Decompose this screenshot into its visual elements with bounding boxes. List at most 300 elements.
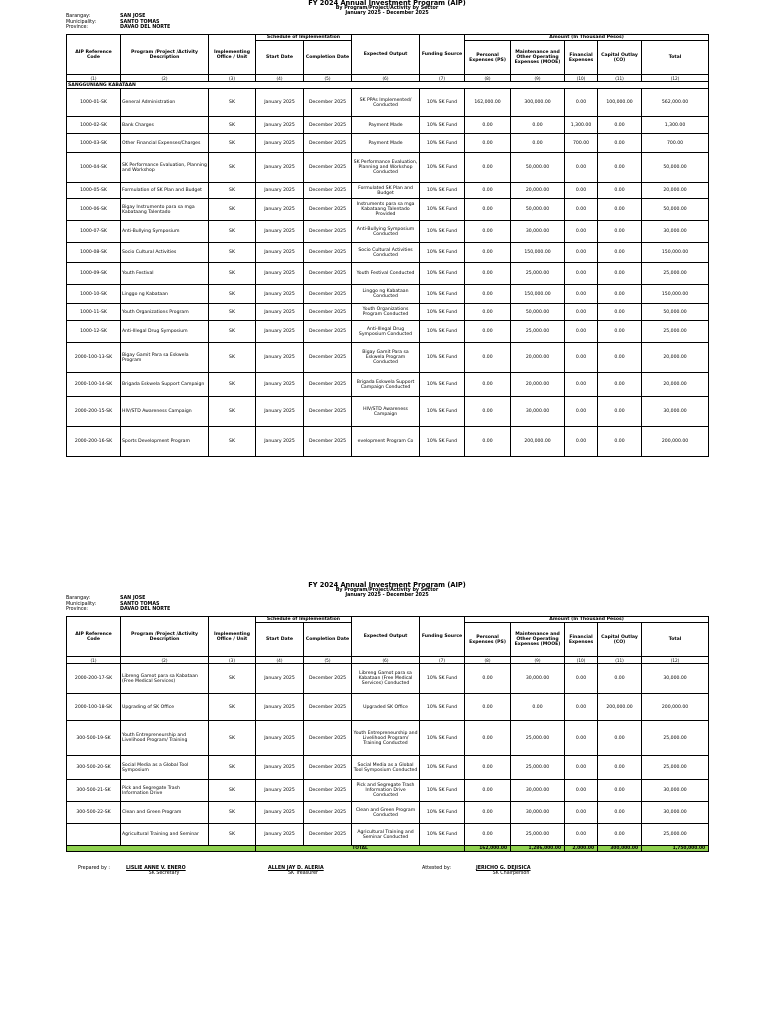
province-label: Province: (66, 25, 89, 31)
ref-code: 1000-12-SK (67, 321, 121, 343)
fe-amount: 700.00 (565, 134, 598, 153)
table-row (67, 397, 709, 427)
implementing-office: SK (209, 321, 256, 343)
ref-code: 2000-200-15-SK (67, 397, 121, 427)
secretary-role: SK Secretary (148, 871, 180, 876)
ref-code: 2000-200-16-SK (67, 427, 121, 457)
completion-date: December 2025 (304, 802, 352, 824)
document-subtitle: By Program/Project/Activity by Sector (335, 588, 439, 593)
ref-code: 1000-11-SK (67, 304, 121, 321)
completion-date: December 2025 (304, 285, 352, 304)
ref-code: 1000-10-SK (67, 285, 121, 304)
total-amount: 50,000.00 (642, 153, 709, 183)
column-number: (4) (256, 657, 304, 664)
co-amount: 0.00 (598, 183, 642, 199)
completion-date: December 2025 (304, 153, 352, 183)
total-amount: 30,000.00 (642, 221, 709, 243)
table-row (67, 89, 709, 117)
total-amount: 25,000.00 (642, 721, 709, 756)
start-date: January 2025 (256, 263, 304, 285)
totals-co: 300,000.00 (598, 846, 642, 852)
mooe-amount: 20,000.00 (511, 343, 565, 373)
completion-date: December 2025 (304, 117, 352, 134)
start-date: January 2025 (256, 89, 304, 117)
implementing-office: SK (209, 134, 256, 153)
province-label: Province: (66, 607, 89, 613)
table-row (67, 694, 709, 721)
table-row (67, 780, 709, 802)
program-description: Socio Cultural Activities (121, 243, 209, 263)
implementing-office: SK (209, 183, 256, 199)
total-amount: 20,000.00 (642, 183, 709, 199)
header-schedule: Schedule of Implementation (256, 35, 352, 41)
total-amount: 50,000.00 (642, 199, 709, 221)
program-description: Bank Charges (121, 117, 209, 134)
implementing-office: SK (209, 802, 256, 824)
municipality-value: SANTO TOMAS (120, 19, 160, 25)
table-row (67, 153, 709, 183)
expected-output: Anti-Bullying Symposium Conducted (352, 221, 420, 243)
mooe-amount: 30,000.00 (511, 802, 565, 824)
total-amount: 30,000.00 (642, 802, 709, 824)
table-row (67, 664, 709, 694)
total-amount: 25,000.00 (642, 756, 709, 780)
co-amount: 0.00 (598, 780, 642, 802)
start-date: January 2025 (256, 304, 304, 321)
total-amount: 200,000.00 (642, 427, 709, 457)
header-completion: Completion Date (304, 623, 352, 657)
funding-source: 10% SK Fund (420, 780, 465, 802)
header-mooe: Maintenance and Other Operating Expenses (MOOE) (511, 623, 565, 657)
co-amount: 0.00 (598, 397, 642, 427)
funding-source: 10% SK Fund (420, 343, 465, 373)
mooe-amount: 25,000.00 (511, 721, 565, 756)
ref-code: 300-500-20-SK (67, 756, 121, 780)
implementing-office: SK (209, 221, 256, 243)
implementing-office: SK (209, 285, 256, 304)
co-amount: 0.00 (598, 285, 642, 304)
document-period: January 2025 - December 2025 (345, 593, 429, 598)
ps-amount: 0.00 (465, 721, 511, 756)
co-amount: 200,000.00 (598, 694, 642, 721)
header-office: Implementing Office / Unit (209, 35, 256, 75)
co-amount: 0.00 (598, 373, 642, 397)
completion-date: December 2025 (304, 89, 352, 117)
secretary-signatory (126, 866, 202, 876)
ref-code: 1000-07-SK (67, 221, 121, 243)
ps-amount: 0.00 (465, 427, 511, 457)
column-number-row (67, 75, 709, 82)
document-title: FY 2024 Annual Investment Program (AIP) (308, 0, 466, 7)
table-row (67, 304, 709, 321)
total-amount: 562,000.00 (642, 89, 709, 117)
funding-source: 10% SK Fund (420, 694, 465, 721)
mooe-amount: 30,000.00 (511, 664, 565, 694)
ps-amount: 0.00 (465, 321, 511, 343)
ps-amount: 0.00 (465, 221, 511, 243)
co-amount: 0.00 (598, 721, 642, 756)
aip-table-page-2 (66, 616, 709, 852)
ref-code: 1000-04-SK (67, 153, 121, 183)
co-amount: 0.00 (598, 221, 642, 243)
expected-output: SK PPAs Implemented/ Conducted (352, 89, 420, 117)
ref-code: 2000-100-14-SK (67, 373, 121, 397)
mooe-amount: 150,000.00 (511, 243, 565, 263)
table-row (67, 199, 709, 221)
completion-date: December 2025 (304, 134, 352, 153)
total-amount: 30,000.00 (642, 780, 709, 802)
implementing-office: SK (209, 304, 256, 321)
completion-date: December 2025 (304, 824, 352, 846)
aip-table-page-1 (66, 34, 709, 457)
funding-source: 10% SK Fund (420, 373, 465, 397)
header-ref: AIP Reference Code (67, 35, 121, 75)
completion-date: December 2025 (304, 664, 352, 694)
barangay-label: Barangay: (66, 596, 91, 601)
column-number: (1) (67, 657, 121, 664)
fe-amount: 0.00 (565, 397, 598, 427)
implementing-office: SK (209, 263, 256, 285)
barangay-value: SAN JOSE (120, 14, 146, 19)
header-schedule: Schedule of Implementation (256, 617, 352, 623)
completion-date: December 2025 (304, 721, 352, 756)
fe-amount: 0.00 (565, 721, 598, 756)
expected-output: Youth Entrepreneurship and Livelihood Program/ Training Conducted (352, 721, 420, 756)
start-date: January 2025 (256, 694, 304, 721)
ps-amount: 0.00 (465, 199, 511, 221)
column-number: (7) (420, 75, 465, 82)
program-description: Other Financial Expenses/Charges (121, 134, 209, 153)
implementing-office: SK (209, 721, 256, 756)
start-date: January 2025 (256, 397, 304, 427)
ps-amount: 0.00 (465, 802, 511, 824)
fe-amount: 0.00 (565, 243, 598, 263)
program-description: Libreng Gamot para sa Kabataan (Free Medical Services) (121, 664, 209, 694)
funding-source: 10% SK Fund (420, 664, 465, 694)
implementing-office: SK (209, 243, 256, 263)
ps-amount: 0.00 (465, 664, 511, 694)
table-row (67, 756, 709, 780)
ref-code (67, 824, 121, 846)
header-fe: Financial Expenses (565, 623, 598, 657)
expected-output: Youth Organizations Program Conducted (352, 304, 420, 321)
mooe-amount: 50,000.00 (511, 199, 565, 221)
implementing-office: SK (209, 397, 256, 427)
ref-code: 300-500-22-SK (67, 802, 121, 824)
ref-code: 300-500-19-SK (67, 721, 121, 756)
fe-amount: 0.00 (565, 321, 598, 343)
program-description: Anti-Bullying Symposium (121, 221, 209, 243)
expected-output: Anti-Illegal Drug Symposium Conducted (352, 321, 420, 343)
completion-date: December 2025 (304, 321, 352, 343)
program-description: Youth Entrepreneurship and Livelihood Program/ Training (121, 721, 209, 756)
ps-amount: 162,000.00 (465, 89, 511, 117)
chairperson-role: SK Chairperson (492, 871, 530, 876)
start-date: January 2025 (256, 756, 304, 780)
implementing-office: SK (209, 153, 256, 183)
mooe-amount: 50,000.00 (511, 304, 565, 321)
table-row (67, 285, 709, 304)
attested-by-label: Attested by: (422, 866, 451, 871)
co-amount: 0.00 (598, 343, 642, 373)
expected-output: Pick and Segregate Trash Information Drive Conducted (352, 780, 420, 802)
start-date: January 2025 (256, 721, 304, 756)
signature-block (66, 866, 708, 890)
start-date: January 2025 (256, 343, 304, 373)
start-date: January 2025 (256, 183, 304, 199)
fe-amount: 0.00 (565, 221, 598, 243)
start-date: January 2025 (256, 134, 304, 153)
funding-source: 10% SK Fund (420, 285, 465, 304)
funding-source: 10% SK Fund (420, 199, 465, 221)
funding-source: 10% SK Fund (420, 321, 465, 343)
header-ps: Personal Expenses (PS) (465, 41, 511, 75)
expected-output: Linggo ng Kabataan Conducted (352, 285, 420, 304)
fe-amount: 0.00 (565, 756, 598, 780)
chairperson-signatory (476, 866, 546, 876)
funding-source: 10% SK Fund (420, 721, 465, 756)
fe-amount: 0.00 (565, 780, 598, 802)
header-office: Implementing Office / Unit (209, 617, 256, 657)
table-row (67, 721, 709, 756)
ps-amount: 0.00 (465, 285, 511, 304)
implementing-office: SK (209, 427, 256, 457)
ps-amount: 0.00 (465, 343, 511, 373)
start-date: January 2025 (256, 824, 304, 846)
treasurer-role: SK Treasurer (287, 871, 319, 876)
completion-date: December 2025 (304, 427, 352, 457)
header-amount: Amount (In Thousand Pesos) (465, 35, 709, 41)
start-date: January 2025 (256, 373, 304, 397)
funding-source: 10% SK Fund (420, 134, 465, 153)
funding-source: 10% SK Fund (420, 153, 465, 183)
header-funding: Funding Source (420, 617, 465, 657)
municipality-value: SANTO TOMAS (120, 601, 160, 607)
fe-amount: 0.00 (565, 199, 598, 221)
total-amount: 25,000.00 (642, 263, 709, 285)
program-description: HIV/STD Awareness Campaign (121, 397, 209, 427)
expected-output: Bigay Gamit Para sa Eskwela Program Conducted (352, 343, 420, 373)
start-date: January 2025 (256, 802, 304, 824)
expected-output: Social Media as a Global Tool Symposium Conducted (352, 756, 420, 780)
implementing-office: SK (209, 89, 256, 117)
total-amount: 150,000.00 (642, 285, 709, 304)
header-mooe: Maintenance and Other Operating Expenses (MOOE) (511, 41, 565, 75)
funding-source: 10% SK Fund (420, 397, 465, 427)
fe-amount: 0.00 (565, 664, 598, 694)
funding-source: 10% SK Fund (420, 183, 465, 199)
column-number: (4) (256, 75, 304, 82)
ref-code: 1000-08-SK (67, 243, 121, 263)
table-row (67, 243, 709, 263)
co-amount: 0.00 (598, 321, 642, 343)
implementing-office: SK (209, 694, 256, 721)
ps-amount: 0.00 (465, 694, 511, 721)
ref-code: 2000-100-13-SK (67, 343, 121, 373)
table-row (67, 321, 709, 343)
fe-amount: 0.00 (565, 373, 598, 397)
program-description: Youth Festival (121, 263, 209, 285)
aip-page-2 (66, 582, 708, 890)
table-row (67, 117, 709, 134)
funding-source: 10% SK Fund (420, 824, 465, 846)
column-number: (1) (67, 75, 121, 82)
mooe-amount: 20,000.00 (511, 183, 565, 199)
totals-label: TOTAL (256, 846, 465, 852)
start-date: January 2025 (256, 780, 304, 802)
mooe-amount: 200,000.00 (511, 427, 565, 457)
start-date: January 2025 (256, 664, 304, 694)
total-amount: 20,000.00 (642, 343, 709, 373)
secretary-name: LISLIE ANNE V. ENERO (126, 866, 186, 871)
total-amount: 150,000.00 (642, 243, 709, 263)
ps-amount: 0.00 (465, 780, 511, 802)
mooe-amount: 30,000.00 (511, 397, 565, 427)
co-amount: 100,000.00 (598, 89, 642, 117)
ps-amount: 0.00 (465, 243, 511, 263)
fe-amount: 0.00 (565, 263, 598, 285)
header-total: Total (642, 41, 709, 75)
ps-amount: 0.00 (465, 397, 511, 427)
expected-output: Agricultural Training and Seminar Conducted (352, 824, 420, 846)
header-total: Total (642, 623, 709, 657)
table-row (67, 134, 709, 153)
funding-source: 10% SK Fund (420, 117, 465, 134)
column-number: (12) (642, 75, 709, 82)
mooe-amount: 50,000.00 (511, 153, 565, 183)
column-number: (6) (352, 75, 420, 82)
column-number: (10) (565, 657, 598, 664)
ps-amount: 0.00 (465, 153, 511, 183)
column-number: (12) (642, 657, 709, 664)
implementing-office: SK (209, 756, 256, 780)
total-amount: 30,000.00 (642, 664, 709, 694)
start-date: January 2025 (256, 117, 304, 134)
total-amount: 25,000.00 (642, 824, 709, 846)
mooe-amount: 150,000.00 (511, 285, 565, 304)
table-row (67, 263, 709, 285)
co-amount: 0.00 (598, 304, 642, 321)
column-number: (5) (304, 75, 352, 82)
expected-output: Socio Cultural Activities Conducted (352, 243, 420, 263)
expected-output: evelopment Program Co (352, 427, 420, 457)
header-output: Expected Output (352, 617, 420, 657)
expected-output: Instruments para sa mga Kabataang Talentado Provided (352, 199, 420, 221)
ref-code: 300-500-21-SK (67, 780, 121, 802)
co-amount: 0.00 (598, 664, 642, 694)
sector-label: SANGGUNIANG KABATAAN (67, 82, 709, 89)
municipality-label: Municipality: (66, 19, 97, 25)
ref-code: 1000-03-SK (67, 134, 121, 153)
co-amount: 0.00 (598, 134, 642, 153)
ref-code: 2000-200-17-SK (67, 664, 121, 694)
mooe-amount: 30,000.00 (511, 780, 565, 802)
mooe-amount: 30,000.00 (511, 221, 565, 243)
funding-source: 10% SK Fund (420, 756, 465, 780)
co-amount: 0.00 (598, 243, 642, 263)
column-number: (3) (209, 657, 256, 664)
co-amount: 0.00 (598, 263, 642, 285)
expected-output: Payment Made (352, 134, 420, 153)
program-description: Bigay Gamit Para sa Eskwela Program (121, 343, 209, 373)
completion-date: December 2025 (304, 373, 352, 397)
program-description: General Administration (121, 89, 209, 117)
fe-amount: 0.00 (565, 285, 598, 304)
implementing-office: SK (209, 373, 256, 397)
total-amount: 700.00 (642, 134, 709, 153)
expected-output: Formulated SK Plan and Budget (352, 183, 420, 199)
mooe-amount: 25,000.00 (511, 263, 565, 285)
column-number: (5) (304, 657, 352, 664)
fe-amount: 1,300.00 (565, 117, 598, 134)
completion-date: December 2025 (304, 694, 352, 721)
ref-code: 1000-09-SK (67, 263, 121, 285)
column-number: (11) (598, 657, 642, 664)
fe-amount: 0.00 (565, 183, 598, 199)
program-description: Sports Development Program (121, 427, 209, 457)
ref-code: 1000-06-SK (67, 199, 121, 221)
completion-date: December 2025 (304, 304, 352, 321)
completion-date: December 2025 (304, 199, 352, 221)
aip-page-1 (66, 0, 708, 457)
expected-output: Clean and Green Program Conducted (352, 802, 420, 824)
implementing-office: SK (209, 117, 256, 134)
column-number: (8) (465, 75, 511, 82)
header-co: Capital Outlay (CO) (598, 623, 642, 657)
total-amount: 50,000.00 (642, 304, 709, 321)
column-number: (2) (121, 75, 209, 82)
co-amount: 0.00 (598, 199, 642, 221)
program-description: Social Media as a Global Tool Symposium (121, 756, 209, 780)
municipality-label: Municipality: (66, 601, 97, 607)
ps-amount: 0.00 (465, 263, 511, 285)
ps-amount: 0.00 (465, 117, 511, 134)
ref-code: 1000-05-SK (67, 183, 121, 199)
start-date: January 2025 (256, 243, 304, 263)
fe-amount: 0.00 (565, 694, 598, 721)
header-row (67, 35, 709, 41)
table-row (67, 427, 709, 457)
document-period: January 2025 - December 2025 (345, 11, 429, 16)
completion-date: December 2025 (304, 221, 352, 243)
total-amount: 30,000.00 (642, 397, 709, 427)
table-row (67, 221, 709, 243)
table-row (67, 802, 709, 824)
start-date: January 2025 (256, 153, 304, 183)
program-description: Youth Organizations Program (121, 304, 209, 321)
co-amount: 0.00 (598, 117, 642, 134)
funding-source: 10% SK Fund (420, 89, 465, 117)
completion-date: December 2025 (304, 397, 352, 427)
table-row (67, 343, 709, 373)
expected-output: Upgraded SK Office (352, 694, 420, 721)
mooe-amount: 25,000.00 (511, 321, 565, 343)
program-description: Clean and Green Program (121, 802, 209, 824)
program-description: Agricultural Training and Seminar (121, 824, 209, 846)
expected-output: Youth Festival Conducted (352, 263, 420, 285)
province-value: DAVAO DEL NORTE (120, 607, 171, 613)
mooe-amount: 25,000.00 (511, 756, 565, 780)
header-fe: Financial Expenses (565, 41, 598, 75)
barangay-value: SAN JOSE (120, 596, 146, 601)
sector-row (67, 82, 709, 89)
ref-code: 1000-02-SK (67, 117, 121, 134)
fe-amount: 0.00 (565, 343, 598, 373)
column-number: (8) (465, 657, 511, 664)
implementing-office: SK (209, 664, 256, 694)
ref-code: 2000-100-18-SK (67, 694, 121, 721)
fe-amount: 0.00 (565, 824, 598, 846)
